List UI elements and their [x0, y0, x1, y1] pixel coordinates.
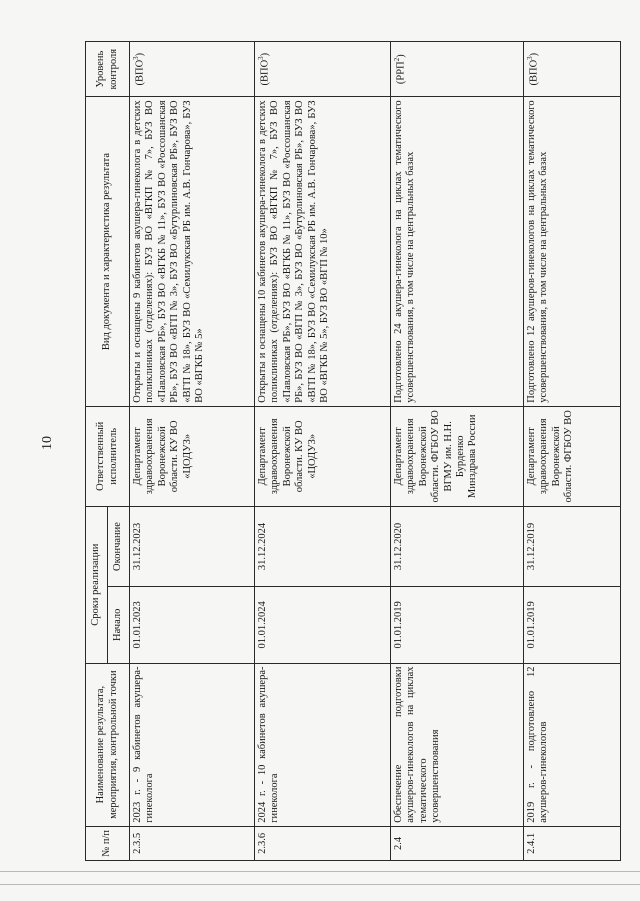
header-end: Окончание	[108, 506, 130, 586]
row-document: Открыты и оснащены 10 кабинетов акушера-гинеколога в детских поликлиниках (отделениях): БУЗ ВО «ВГКП № 7», БУЗ ВО «Павловская РБ», БУЗ ВО «ВГКБ № 11», БУЗ ВО «Россошанская РБ», БУЗ ВО «ВГП № 3», БУЗ ВО «Бутурлиновская РБ», БУЗ ВО «ВГП № 18», БУЗ ВО «Семилукская РБ им. А.В. Гончарова», БУЗ ВО «ВГКБ № 5», БУЗ ВО «ВГП № 10»	[255, 97, 391, 406]
table-row	[524, 42, 621, 861]
row-level	[255, 42, 391, 97]
row-start: 01.01.2019	[391, 587, 524, 663]
row-end: 31.12.2024	[255, 506, 391, 586]
rotated-table-wrapper	[85, 41, 620, 861]
table-row	[391, 42, 524, 861]
row-level	[130, 42, 255, 97]
row-level-sup: 2	[393, 57, 401, 62]
row-level-end: )	[528, 52, 540, 57]
plan-table	[85, 41, 621, 861]
row-end: 31.12.2019	[524, 506, 621, 586]
header-terms: Сроки реализации	[86, 506, 108, 663]
row-level-text: (ВПО	[528, 59, 540, 86]
row-level-end: )	[395, 54, 407, 58]
row-num: 2.3.5	[130, 826, 255, 860]
header-row	[86, 42, 108, 861]
row-responsible: Департамент здравоохранения Воронежской области. КУ ВО «ЦОДУЗ»	[255, 406, 391, 506]
table-row	[130, 42, 255, 861]
row-level-sup: 3	[526, 56, 534, 60]
header-document: Вид документа и характеристика результата	[86, 97, 130, 406]
row-end: 31.12.2023	[130, 506, 255, 586]
row-document: Подготовлено 24 акушера-гинеколога на циклах тематического усовершенствования, в том числе на центральных базах	[391, 97, 524, 406]
row-num: 2.3.6	[255, 826, 391, 860]
row-responsible: Департамент здравоохранения Воронежской области. КУ ВО «ЦОДУЗ»	[130, 406, 255, 506]
row-level-text: (ВПО	[259, 59, 271, 86]
row-num: 2.4.1	[524, 826, 621, 860]
row-start: 01.01.2024	[255, 587, 391, 663]
scan-edge-line	[0, 884, 640, 885]
row-num: 2.4	[391, 826, 524, 860]
row-start: 01.01.2023	[130, 587, 255, 663]
row-level-text: (ВПО	[134, 59, 146, 86]
row-responsible: Департамент здравоохранения Воронежской области. ФГБОУ ВО ВГМУ им. Н.Н. Бурденко Минздрава России	[391, 406, 524, 506]
row-name: 2024 г. - 10 кабинетов акушера-гинеколога	[255, 663, 391, 826]
row-level-text: (РРП	[395, 61, 407, 85]
table-row	[255, 42, 391, 861]
row-document: Подготовлено 12 акушеров-гинекологов на циклах тематического усовершенствования, в том числе на центральных базах	[524, 97, 621, 406]
header-start: Начало	[108, 587, 130, 663]
row-responsible: Департамент здравоохранения Воронежской области. ФГБОУ ВО	[524, 406, 621, 506]
row-level	[391, 42, 524, 97]
row-document: Открыты и оснащены 9 кабинетов акушера-гинеколога в детских поликлиниках (отделениях): БУЗ ВО «ВГКП № 7», БУЗ ВО «Павловская РБ», БУЗ ВО «ВГКБ № 11», БУЗ ВО «Россошанская РБ», БУЗ ВО «ВГП № 3», БУЗ ВО «Бутурлиновская РБ», БУЗ ВО «ВГП № 18», БУЗ ВО «Семилукская РБ им. А.В. Гончарова», БУЗ ВО «ВГКБ № 5»	[130, 97, 255, 406]
row-name: 2023 г. - 9 кабинетов акушера-гинеколога	[130, 663, 255, 826]
row-level	[524, 42, 621, 97]
row-level-sup: 3	[132, 56, 140, 60]
page-number: 10	[40, 436, 55, 450]
row-name: 2019 г. - подготовлено 12 акушеров-гинекологов	[524, 663, 621, 826]
header-name: Наименование результата, мероприятия, контрольной точки	[86, 663, 130, 826]
row-end: 31.12.2020	[391, 506, 524, 586]
header-num: № п/п	[86, 826, 130, 860]
header-level: Уровень контроля	[86, 42, 130, 97]
row-level-end: )	[134, 52, 146, 57]
row-level-sup: 3	[257, 56, 265, 60]
scan-edge-line	[0, 871, 640, 872]
header-responsible: Ответственный исполнитель	[86, 406, 130, 506]
row-start: 01.01.2019	[524, 587, 621, 663]
row-name: Обеспечение подготовки акушеров-гинекологов на циклах тематического усовершенствования	[391, 663, 524, 826]
row-level-end: )	[259, 52, 271, 57]
